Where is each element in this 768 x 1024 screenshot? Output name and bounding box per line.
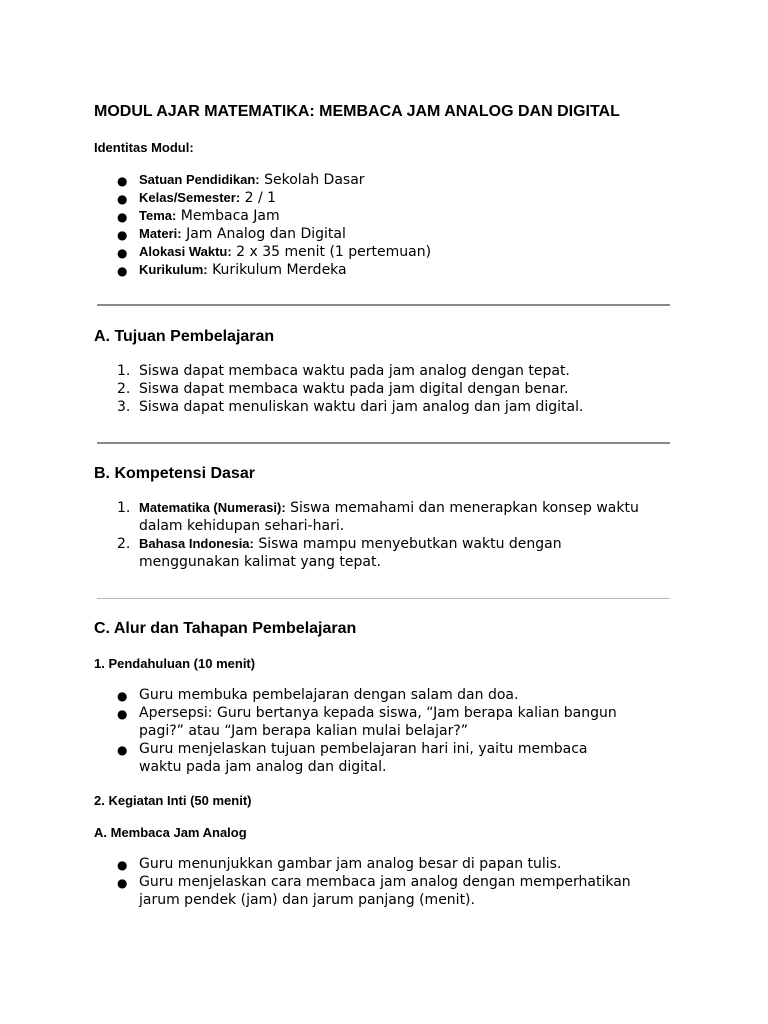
list-item: Siswa dapat membaca waktu pada jam analog dengan tepat.	[139, 363, 570, 379]
section-c-heading: C. Alur dan Tahapan Pembelajaran	[94, 620, 357, 637]
list-item-continuation: dalam kehidupan sehari-hari.	[139, 518, 345, 534]
list-item: Siswa dapat menuliskan waktu dari jam analog dan jam digital.	[139, 399, 584, 415]
bullet-icon: ●	[117, 174, 128, 188]
pendahuluan-heading: 1. Pendahuluan (10 menit)	[94, 656, 256, 671]
list-number: 2.	[117, 381, 131, 397]
list-item-continuation: menggunakan kalimat yang tepat.	[139, 554, 381, 570]
list-item: Guru menjelaskan tujuan pembelajaran hari ini, yaitu membaca	[139, 741, 588, 757]
list-item: Siswa dapat membaca waktu pada jam digital dengan benar.	[139, 381, 569, 397]
bullet-icon: ●	[117, 743, 128, 757]
list-item: Matematika (Numerasi): Siswa memahami dan menerapkan konsep waktu	[139, 500, 639, 516]
list-item: Guru membuka pembelajaran dengan salam dan doa.	[139, 687, 519, 703]
section-b-heading: B. Kompetensi Dasar	[94, 465, 255, 482]
list-item: Satuan Pendidikan: Sekolah Dasar	[139, 172, 365, 188]
membaca-jam-analog-heading: A. Membaca Jam Analog	[94, 825, 247, 840]
identitas-heading: Identitas Modul:	[94, 140, 194, 155]
section-divider	[97, 598, 670, 599]
list-item: Bahasa Indonesia: Siswa mampu menyebutkan waktu dengan	[139, 536, 562, 552]
list-item: Guru menjelaskan cara membaca jam analog dengan memperhatikan	[139, 874, 631, 890]
list-item: Alokasi Waktu: 2 x 35 menit (1 pertemuan)	[139, 244, 432, 260]
bullet-icon: ●	[117, 210, 128, 224]
bullet-icon: ●	[117, 228, 128, 242]
bullet-icon: ●	[117, 707, 128, 721]
bullet-icon: ●	[117, 264, 128, 278]
list-number: 1.	[117, 500, 131, 516]
list-item-continuation: waktu pada jam analog dan digital.	[139, 759, 387, 775]
list-number: 1.	[117, 363, 131, 379]
bullet-icon: ●	[117, 689, 128, 703]
page-title: MODUL AJAR MATEMATIKA: MEMBACA JAM ANALOG DAN DIGITAL	[94, 103, 620, 120]
list-number: 2.	[117, 536, 131, 552]
list-item: Guru menunjukkan gambar jam analog besar di papan tulis.	[139, 856, 562, 872]
bullet-icon: ●	[117, 858, 128, 872]
list-item-continuation: jarum pendek (jam) dan jarum panjang (menit).	[139, 892, 475, 908]
list-item: Materi: Jam Analog dan Digital	[139, 226, 346, 242]
bullet-icon: ●	[117, 192, 128, 206]
bullet-icon: ●	[117, 246, 128, 260]
section-divider	[97, 442, 670, 444]
list-number: 3.	[117, 399, 131, 415]
section-a-heading: A. Tujuan Pembelajaran	[94, 328, 275, 345]
kegiatan-inti-heading: 2. Kegiatan Inti (50 menit)	[94, 793, 252, 808]
bullet-icon: ●	[117, 876, 128, 890]
list-item-continuation: pagi?” atau “Jam berapa kalian mulai belajar?”	[139, 723, 469, 739]
list-item: Kurikulum: Kurikulum Merdeka	[139, 262, 347, 278]
list-item: Apersepsi: Guru bertanya kepada siswa, “Jam berapa kalian bangun	[139, 705, 617, 721]
list-item: Tema: Membaca Jam	[139, 208, 280, 224]
list-item: Kelas/Semester: 2 / 1	[139, 190, 277, 206]
section-divider	[97, 304, 670, 306]
